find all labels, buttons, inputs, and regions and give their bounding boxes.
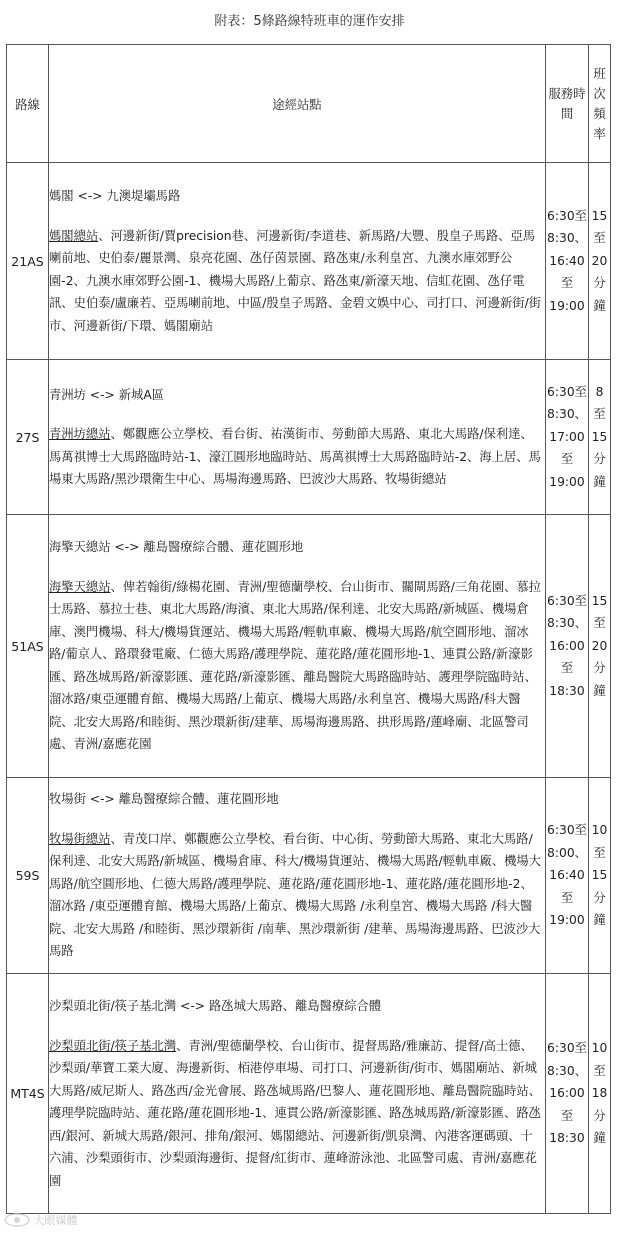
stop-list xyxy=(49,1035,545,1193)
freq-line: 至 xyxy=(593,845,606,860)
terminal-name: 青洲坊總站 xyxy=(49,427,111,441)
freq-line: 分 xyxy=(593,452,606,467)
freq-line: 15 xyxy=(591,429,608,444)
header-freq-label: 班次頻率 xyxy=(593,66,606,141)
freq-line: 20 xyxy=(591,638,608,653)
header-stops-label: 途經站點 xyxy=(272,97,322,112)
terminal-name: 沙梨頭北街/筷子基北灣 xyxy=(49,1038,177,1053)
time-line: 16:00 xyxy=(549,1086,585,1101)
route-endpoints: 媽閣 <-> 九澳堤壩馬路 xyxy=(49,189,181,203)
route-cell: 27S xyxy=(7,360,49,515)
time-line: 8:00、 xyxy=(547,845,587,860)
time-line: 至 xyxy=(560,276,574,291)
time-line: 至 xyxy=(560,1108,574,1123)
stop-sequence: 、俾若翰街/綠楊花園、青洲/聖德蘭學校、台山街市、關閘馬路/三角花園、慕拉士馬路、慕拉士巷、東北大馬路/海濱、東北大馬路/保利達、北安大馬路/新城區、機場倉庫、澳門機場、科大/機場貨運站、機場大馬路/輕軌車廠、機場大馬路/航空圓形地、溜冰路/葡京人、路環發電廠、仁德大馬路/護理學院、蓮花路/蓮花圓形地-1、連貫公路/新濠影匯、路氹城馬路/新濠影匯、蓮花路/新濠影匯、離島醫院大馬路臨時站、護理學院臨時站、溜冰路/東亞運體育館、機場大馬路/上葡京、機場大馬路/永利皇宮、機場大馬路/科大醫院、北安大馬路/和睦街、黑沙環新街/建華、馬場海邊馬路、拱形馬路/蓮峰廟、北區警司處、青洲/嘉應花園 xyxy=(49,579,542,752)
time-line: 至 xyxy=(560,452,574,467)
freq-line: 至 xyxy=(593,1063,606,1078)
route-endpoints: 牧場街 <-> 離島醫療綜合體、蓮花圓形地 xyxy=(49,792,279,807)
header-time xyxy=(546,45,589,163)
stops-cell xyxy=(49,778,546,974)
route-endpoints: 沙梨頭北街/筷子基北灣 <-> 路氹城大馬路、離島醫療綜合體 xyxy=(49,999,382,1013)
freq-line: 15 xyxy=(591,208,608,223)
time-line: 8:30、 xyxy=(547,231,587,246)
freq-line: 分 xyxy=(593,1108,606,1123)
time-line: 19:00 xyxy=(549,298,585,313)
time-cell xyxy=(546,360,589,515)
stop-list xyxy=(49,225,545,338)
stops-cell xyxy=(49,360,546,515)
stop-sequence: 、鄭觀應公立學校、看台街、祐漢街市、勞動節大馬路、東北大馬路/保利達、馬萬祺博士大馬路臨時站-1、濠江圓形地臨時站、馬萬祺博士大馬路臨時站-2、海上居、馬場東大馬路/黑沙環衛生中心、馬場海邊馬路、巴波沙大馬路、牧場街總站 xyxy=(49,427,541,486)
stops-cell xyxy=(49,974,546,1214)
freq-line: 鐘 xyxy=(593,474,606,489)
weibo-eye-icon xyxy=(4,1213,30,1230)
table-row xyxy=(7,163,611,360)
time-line: 19:00 xyxy=(549,474,585,489)
route-cell: 51AS xyxy=(7,515,49,778)
freq-line: 鐘 xyxy=(593,298,606,313)
time-line: 17:00 xyxy=(549,429,585,444)
time-line: 至 xyxy=(560,661,574,676)
terminal-name: 媽閣總站 xyxy=(49,228,99,243)
header-route xyxy=(7,45,49,163)
stop-list xyxy=(49,576,545,756)
terminal-name: 海擎天總站 xyxy=(49,579,111,594)
time-line: 6:30至 xyxy=(547,823,587,838)
time-cell xyxy=(546,778,589,974)
time-line: 6:30至 xyxy=(547,208,587,223)
freq-line: 鐘 xyxy=(593,683,606,698)
time-line: 18:30 xyxy=(549,683,585,698)
stop-list xyxy=(49,828,545,963)
freq-cell xyxy=(589,515,611,778)
freq-line: 分 xyxy=(593,276,606,291)
route-cell: 59S xyxy=(7,778,49,974)
time-line: 18:30 xyxy=(549,1131,585,1146)
table-caption: 附表：5條路線特班車的運作安排 xyxy=(214,14,405,29)
freq-line: 8 xyxy=(595,384,604,399)
freq-line: 15 xyxy=(591,593,608,608)
time-line: 8:30、 xyxy=(547,407,587,422)
time-line: 6:30至 xyxy=(547,384,587,399)
time-line: 8:30、 xyxy=(547,1063,587,1078)
freq-line: 至 xyxy=(593,616,606,631)
time-line: 16:40 xyxy=(549,253,585,268)
time-line: 6:30至 xyxy=(547,593,587,608)
table-row xyxy=(7,778,611,974)
route-endpoints: 青洲坊 <-> 新城A區 xyxy=(49,387,165,402)
stops-cell xyxy=(49,163,546,360)
freq-line: 10 xyxy=(591,1041,608,1056)
time-cell xyxy=(546,974,589,1214)
route-cell: MT4S xyxy=(7,974,49,1214)
watermark-text: 大眼媒體 xyxy=(33,1214,78,1227)
freq-cell xyxy=(589,974,611,1214)
time-line: 8:30、 xyxy=(547,616,587,631)
stops-cell xyxy=(49,515,546,778)
table-row xyxy=(7,974,611,1214)
header-route-label: 路線 xyxy=(15,97,40,112)
freq-cell xyxy=(589,163,611,360)
time-line: 16:40 xyxy=(549,868,585,883)
stop-sequence: 、青茂口岸、鄭觀應公立學校、看台街、中心街、勞動節大馬路、東北大馬路/保利達、北安大馬路/新城區、機場倉庫、科大/機場貨運站、機場大馬路/輕軌車廠、機場大馬路/航空圓形地、仁德大馬路/護理學院、蓮花路/蓮花圓形地-1、蓮花路/蓮花圓形地-2、溜冰路 /東亞運體育館、機場大馬路/上葡京、機場大馬路 /永利皇宮、機場大馬路 /科大醫院、北安大馬路 /和睦街、黑沙環新街 /南華、黑沙環新街 /建華、馬場海邊馬路、巴波沙大馬路 xyxy=(49,831,542,959)
time-line: 至 xyxy=(560,890,574,905)
table-row xyxy=(7,515,611,778)
freq-line: 分 xyxy=(593,890,606,905)
freq-cell xyxy=(589,360,611,515)
stop-list xyxy=(49,423,545,491)
header-stops xyxy=(49,45,546,163)
route-cell: 21AS xyxy=(7,163,49,360)
header-freq xyxy=(589,45,611,163)
watermark xyxy=(4,1212,78,1230)
freq-line: 10 xyxy=(591,823,608,838)
time-line: 6:30至 xyxy=(547,1041,587,1056)
time-line: 16:00 xyxy=(549,638,585,653)
schedule-table xyxy=(6,44,611,1214)
freq-line: 鐘 xyxy=(593,913,606,928)
freq-line: 至 xyxy=(593,231,606,246)
freq-cell xyxy=(589,778,611,974)
freq-line: 18 xyxy=(591,1086,608,1101)
stop-sequence: 、青洲/聖德蘭學校、台山街市、提督馬路/雅廉訪、提督/高士德、沙梨頭/華寶工業大廈、海邊新街、栢港停車場、司打口、河邊新街/街市、媽閣廟站、新城大馬路/威尼斯人、路氹西/金光會展、路氹城馬路/巴黎人、蓮花圓形地、離島醫院臨時站、護理學院臨時站、蓮花路/蓮花圓形地-1、連貫公路/新濠影匯、路氹城馬路/新濠影匯、路氹西/銀河、新城大馬路/銀河、排角/銀河、媽閣總站、河邊新街/凱泉灣、內港客運碼頭、十六浦、沙梨頭街市、沙梨頭海邊街、提督/紅街市、蓮峰游泳池、北區警司處、青洲/嘉應花園 xyxy=(49,1038,542,1188)
time-cell xyxy=(546,515,589,778)
freq-line: 分 xyxy=(593,661,606,676)
header-row xyxy=(7,45,611,163)
freq-line: 鐘 xyxy=(593,1131,606,1146)
freq-line: 20 xyxy=(591,253,608,268)
time-cell xyxy=(546,163,589,360)
header-time-label: 服務時間 xyxy=(548,86,586,121)
terminal-name: 牧場街總站 xyxy=(49,831,111,846)
time-line: 19:00 xyxy=(549,913,585,928)
stop-sequence: 、河邊新街/賈precision巷、河邊新街/李道巷、新馬路/大豐、殷皇子馬路、亞馬喇前地、史伯泰/麗景灣、泉亮花園、氹仔茵景園、路氹東/永利皇宮、九澳水庫郊野公園-2、九澳水庫郊野公園-1、機場大馬路/上葡京、路氹東/新濠天地、信虹花園、氹仔電訊、史伯泰/盧廉若、亞馬喇前地、中區/殷皇子馬路、金碧文娛中心、司打口、河邊新街/街市、河邊新街/下環、媽閣廟站 xyxy=(49,228,542,333)
freq-line: 至 xyxy=(593,407,606,422)
table-row xyxy=(7,360,611,515)
route-endpoints: 海擎天總站 <-> 離島醫療綜合體、蓮花圓形地 xyxy=(49,540,304,555)
freq-line: 15 xyxy=(591,868,608,883)
